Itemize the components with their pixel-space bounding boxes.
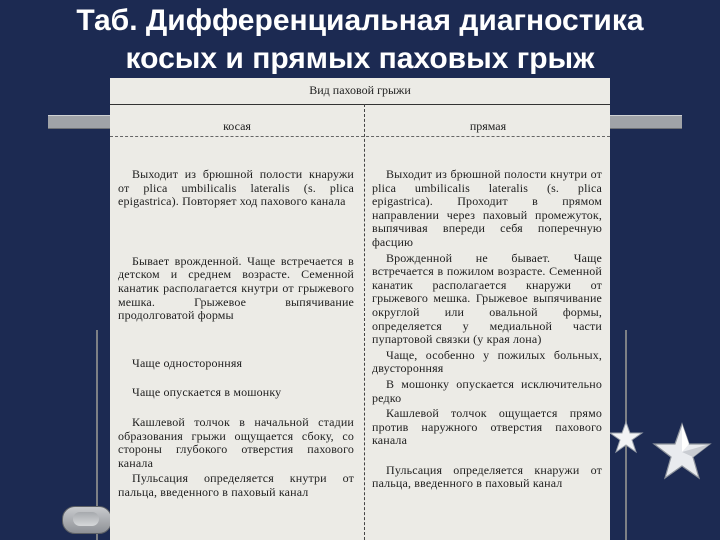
left-cell-cough: Кашлевой толчок в начальной стадии образования грыжи ощущается сбоку, со стороны глубокого отверстия пахового канала [118,414,354,470]
column-divider [364,104,365,540]
right-cell-pulsation: Пульсация определяется кнаружи от пальца, введенного в паховый канал [372,462,602,491]
decorative-bar-right [607,115,682,129]
right-cell-sidedness: Чаще, особенно у пожилых больных, двусторонняя [372,347,602,376]
right-cell-congenital: Врожденной не бывает. Чаще встречается в пожилом возрасте. Семенной канатик располагается кнаружи от грыжевого мешка. Грыжевое выпячивание округлой или овальной формы, определяется у медиальной части пупартовой связки (у края лона) [372,250,602,347]
left-column [118,140,354,500]
right-cell-scrotum: В мошонку опускается исключительно редко [372,376,602,405]
slide-nav-button[interactable] [62,506,112,534]
left-cell-congenital: Бывает врожденной. Чаще встречается в детском и среднем возрасте. Семенной канатик располагается кнутри от грыжевого мешка. Грыжевое выпячивание продолговатой формы [118,253,354,323]
large-star-icon [652,422,712,482]
slide-title-line-1: Таб. Дифференциальная диагностика [76,4,644,37]
slide-title-line-2: косых и прямых паховых грыж [125,42,595,75]
header-rule [110,136,610,137]
left-cell-origin: Выходит из брюшной полости кнаружи от plica umbilicalis lateralis (s. plica epigastrica). Повторяет ход пахового канала [118,167,354,209]
right-cell-origin: Выходит из брюшной полости кнутри от plica umbilicalis lateralis (s. plica epigastrica). Проходит в прямом направлении через паховый промежуток, выпячивая впереди себя поперечную фасцию [372,167,602,249]
decorative-bar-left [48,115,116,129]
left-cell-scrotum: Чаще опускается в мошонку [132,385,282,400]
left-cell-pulsation: Пульсация определяется кнутри от пальца, введенного в паховый канал [118,471,354,499]
column-header-direct: прямая [469,119,507,133]
column-header-oblique: косая [223,119,251,133]
left-cell-sidedness: Чаще односторонняя [132,355,243,370]
scanned-table [110,78,610,540]
table-header: Вид паховой грыжи [110,78,610,105]
right-column [372,140,602,491]
slide-title [0,2,720,78]
star-icon [608,420,644,456]
right-cell-cough: Кашлевой толчок ощущается прямо против наружного отверстия пахового канала [372,406,602,448]
